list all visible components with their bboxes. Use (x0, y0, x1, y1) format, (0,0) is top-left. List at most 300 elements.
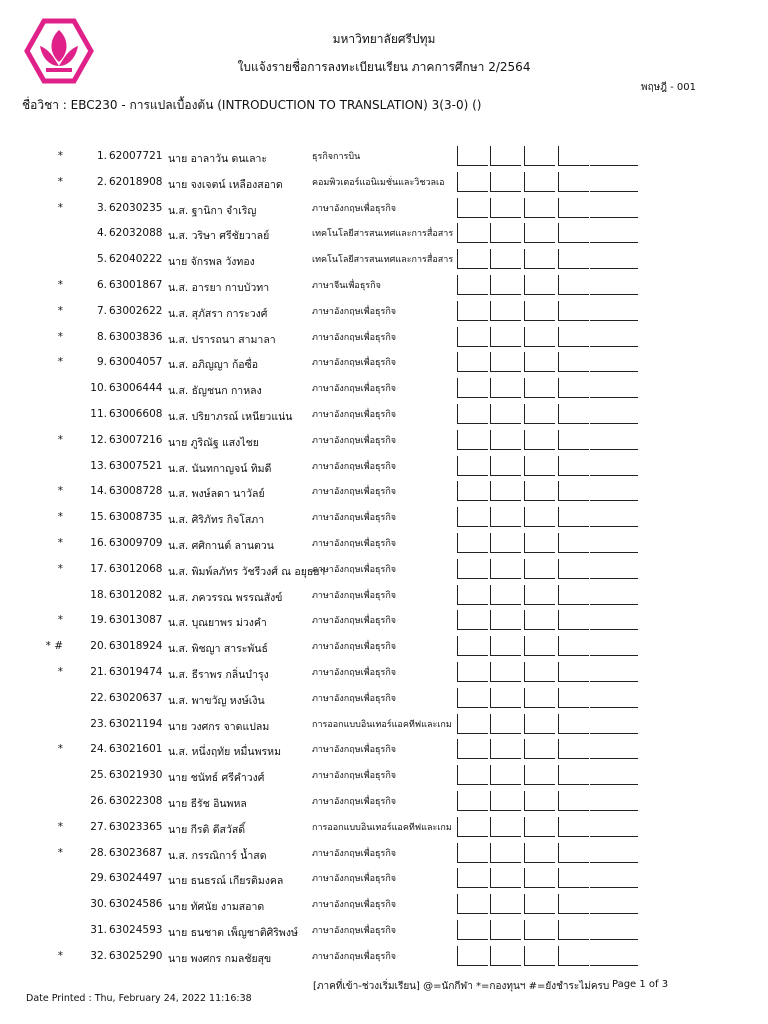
attendance-box (558, 688, 589, 708)
student-major: ภาษาอังกฤษเพื่อธุรกิจ (312, 771, 397, 782)
student-name: นาย ธนธรณ์ เกียรติมงคล (168, 875, 284, 888)
student-row (0, 865, 768, 891)
student-major: ภาษาอังกฤษเพื่อธุรกิจ (312, 925, 397, 936)
student-major: ภาษาอังกฤษเพื่อธุรกิจ (312, 332, 397, 343)
signature-line (590, 526, 638, 527)
attendance-box (558, 765, 589, 785)
attendance-box (457, 739, 488, 759)
attendance-box (457, 765, 488, 785)
signature-line (590, 475, 638, 476)
student-major: ภาษาอังกฤษเพื่อธุรกิจ (312, 384, 397, 395)
student-major: เทคโนโลยีสารสนเทศและการสื่อสาร (312, 255, 454, 266)
student-major: ธุรกิจการบิน (312, 152, 361, 162)
row-number: 17. (90, 562, 107, 575)
student-major: ภาษาอังกฤษเพื่อธุรกิจ (312, 461, 397, 472)
attendance-box (490, 378, 521, 398)
student-major: ภาษาอังกฤษเพื่อธุรกิจ (312, 796, 397, 807)
attendance-box (490, 585, 521, 605)
form-code: พฤษฎี - 001 (640, 82, 696, 93)
student-major: ภาษาอังกฤษเพื่อธุรกิจ (312, 900, 397, 911)
attendance-box (490, 352, 521, 372)
attendance-box (524, 688, 555, 708)
attendance-box (558, 146, 589, 166)
student-major: ภาษาอังกฤษเพื่อธุรกิจ (312, 745, 397, 756)
attendance-box (558, 920, 589, 940)
student-row (0, 401, 768, 427)
student-name: น.ส. กรรณิการ์ น้ำสด (168, 849, 267, 862)
row-mark: * (57, 433, 63, 446)
attendance-box (457, 559, 488, 579)
student-name: น.ส. ภควรรณ พรรณสังข์ (168, 591, 283, 604)
signature-line (590, 758, 638, 759)
student-row (0, 143, 768, 169)
attendance-box (558, 481, 589, 501)
row-mark: * # (45, 640, 63, 653)
student-major: ภาษาอังกฤษเพื่อธุรกิจ (312, 667, 397, 678)
attendance-box (558, 352, 589, 372)
student-major: ภาษาอังกฤษเพื่อธุรกิจ (312, 538, 397, 549)
student-id: 63024497 (109, 872, 163, 885)
attendance-box (524, 249, 555, 269)
signature-line (590, 397, 638, 398)
signature-line (590, 268, 638, 269)
student-id: 62018908 (109, 175, 163, 188)
student-name: น.ส. บุณยาพร ม่วงคำ (168, 617, 267, 630)
attendance-box (558, 172, 589, 192)
row-number: 31. (90, 923, 107, 936)
student-major: ภาษาอังกฤษเพื่อธุรกิจ (312, 874, 397, 885)
date-printed: Date Printed : Thu, February 24, 2022 11:16:38 (26, 993, 252, 1004)
attendance-box (490, 662, 521, 682)
signature-line (590, 500, 638, 501)
signature-line (590, 784, 638, 785)
attendance-box (558, 404, 589, 424)
student-id: 63020637 (109, 691, 163, 704)
student-name: นาย ทัศนัย งามสอาด (168, 901, 265, 914)
signature-line (590, 320, 638, 321)
student-row (0, 633, 768, 659)
student-row (0, 607, 768, 633)
row-mark: * (57, 201, 63, 214)
attendance-box (558, 559, 589, 579)
attendance-box (558, 843, 589, 863)
attendance-box (558, 275, 589, 295)
row-number: 5. (96, 253, 107, 266)
student-name: นาย ชนัทธ์ ศรีคำวงศ์ (168, 772, 265, 785)
attendance-box (457, 378, 488, 398)
student-row (0, 453, 768, 479)
attendance-box (490, 868, 521, 888)
attendance-box (457, 533, 488, 553)
row-mark: * (57, 846, 63, 859)
attendance-box (457, 249, 488, 269)
student-name: น.ส. ธีราพร กลิ่นบำรุง (168, 668, 269, 681)
row-mark: * (57, 278, 63, 291)
student-id: 62040222 (109, 253, 163, 266)
row-number: 26. (90, 794, 107, 807)
signature-line (590, 707, 638, 708)
attendance-box (524, 817, 555, 837)
attendance-box (457, 585, 488, 605)
student-name: น.ส. พาขวัญ หงษ์เงิน (168, 694, 265, 707)
student-name: นาย ธีรัช อินพหล (168, 797, 247, 810)
attendance-box (524, 146, 555, 166)
student-row (0, 685, 768, 711)
student-major: คอมพิวเตอร์แอนิเมชั่นและวิชวลเอ (312, 177, 445, 188)
student-id: 63022308 (109, 794, 163, 807)
attendance-box (558, 430, 589, 450)
student-row (0, 530, 768, 556)
signature-line (590, 165, 638, 166)
student-name: นาย พงศกร กมลชัยสุข (168, 952, 272, 965)
row-mark: * (57, 949, 63, 962)
student-major: ภาษาอังกฤษเพื่อธุรกิจ (312, 306, 397, 317)
student-name: น.ส. วริษา ศรีชัยวาลย์ (168, 230, 270, 243)
row-number: 30. (90, 898, 107, 911)
attendance-box (490, 507, 521, 527)
attendance-box (558, 868, 589, 888)
student-id: 63007216 (109, 433, 163, 446)
attendance-box (457, 327, 488, 347)
signature-line (590, 578, 638, 579)
signature-line (590, 862, 638, 863)
row-number: 1. (96, 150, 107, 162)
student-list (0, 143, 768, 969)
attendance-box (490, 920, 521, 940)
attendance-box (457, 430, 488, 450)
student-name: น.ส. ศศิกานต์ ลานตวน (168, 539, 274, 552)
row-number: 19. (90, 614, 107, 627)
student-name: น.ส. พิชญา สาระพันธ์ (168, 643, 268, 656)
student-major: ภาษาอังกฤษเพื่อธุรกิจ (312, 616, 397, 627)
attendance-box (558, 714, 589, 734)
signature-line (590, 242, 638, 243)
student-id: 63018924 (109, 640, 163, 653)
attendance-box (558, 894, 589, 914)
student-row (0, 840, 768, 866)
attendance-box (490, 765, 521, 785)
student-id: 63008728 (109, 485, 163, 498)
signature-line (590, 294, 638, 295)
attendance-box (490, 817, 521, 837)
student-id: 62007721 (109, 150, 163, 162)
student-id: 63021930 (109, 769, 163, 782)
signature-line (590, 913, 638, 914)
signature-line (590, 371, 638, 372)
attendance-box (490, 172, 521, 192)
row-mark: * (57, 743, 63, 756)
attendance-box (524, 223, 555, 243)
attendance-box (490, 636, 521, 656)
attendance-box (558, 946, 589, 966)
signature-line (590, 965, 638, 966)
student-row (0, 917, 768, 943)
student-major: ภาษาอังกฤษเพื่อธุรกิจ (312, 409, 397, 420)
student-id: 63003836 (109, 330, 163, 343)
signature-line (590, 810, 638, 811)
attendance-box (457, 481, 488, 501)
attendance-box (457, 946, 488, 966)
row-number: 9. (96, 356, 107, 369)
attendance-box (558, 791, 589, 811)
student-name: น.ส. ศิริภัทร กิจโสภา (168, 514, 265, 527)
attendance-box (457, 688, 488, 708)
student-row (0, 169, 768, 195)
student-id: 63008735 (109, 511, 163, 524)
footer-legend: [ภาคที่เข้า-ช่วงเริ่มเรียน] @=นักกีฬา *=กองทุนฯ #=ยังชำระไม่ครบ (313, 981, 610, 992)
attendance-box (524, 198, 555, 218)
attendance-box (457, 894, 488, 914)
row-mark: * (57, 820, 63, 833)
row-mark: * (57, 511, 63, 524)
attendance-box (457, 610, 488, 630)
attendance-box (558, 610, 589, 630)
row-number: 16. (90, 536, 107, 549)
student-name: น.ส. อภิญญา ก้อซื่อ (168, 359, 259, 372)
attendance-box (558, 223, 589, 243)
attendance-box (490, 456, 521, 476)
attendance-box (457, 404, 488, 424)
attendance-box (457, 662, 488, 682)
attendance-box (457, 223, 488, 243)
signature-line (590, 733, 638, 734)
attendance-box (490, 894, 521, 914)
student-major: ภาษาอังกฤษเพื่อธุรกิจ (312, 487, 397, 498)
signature-line (590, 887, 638, 888)
row-number: 24. (90, 743, 107, 756)
attendance-box (457, 636, 488, 656)
row-mark: * (57, 356, 63, 369)
row-number: 15. (90, 511, 107, 524)
attendance-box (558, 533, 589, 553)
attendance-box (524, 920, 555, 940)
student-id: 63012082 (109, 588, 163, 601)
student-name: น.ส. ปริยาภรณ์ เหนียวแน่น (168, 410, 293, 423)
attendance-box (490, 275, 521, 295)
row-number: 32. (90, 949, 107, 962)
attendance-box (558, 507, 589, 527)
student-id: 63019474 (109, 665, 163, 678)
student-major: ภาษาจีนเพื่อธุรกิจ (312, 280, 381, 291)
attendance-box (490, 946, 521, 966)
student-major: ภาษาอังกฤษเพื่อธุรกิจ (312, 951, 397, 962)
signature-line (590, 655, 638, 656)
row-number: 29. (90, 872, 107, 885)
attendance-box (558, 301, 589, 321)
attendance-box (490, 327, 521, 347)
attendance-box (457, 791, 488, 811)
student-row (0, 478, 768, 504)
student-major: ภาษาอังกฤษเพื่อธุรกิจ (312, 693, 397, 704)
attendance-box (457, 352, 488, 372)
student-id: 63013087 (109, 614, 163, 627)
student-name: น.ส. พงษ์ลดา นาวัลย์ (168, 488, 265, 501)
student-row (0, 891, 768, 917)
attendance-box (457, 456, 488, 476)
signature-line (590, 681, 638, 682)
row-number: 3. (96, 201, 107, 214)
attendance-box (490, 843, 521, 863)
attendance-box (490, 559, 521, 579)
row-mark: * (57, 175, 63, 188)
student-name: นาย ภูริณัฐ แสงไชย (168, 436, 259, 449)
attendance-box (490, 714, 521, 734)
attendance-box (558, 817, 589, 837)
student-id: 63024586 (109, 898, 163, 911)
attendance-box (490, 301, 521, 321)
attendance-box (490, 481, 521, 501)
attendance-box (524, 843, 555, 863)
attendance-box (457, 301, 488, 321)
student-id: 63006608 (109, 407, 163, 420)
student-id: 63006444 (109, 382, 163, 395)
student-row (0, 427, 768, 453)
row-number: 2. (96, 175, 107, 188)
row-number: 11. (90, 407, 107, 420)
row-number: 10. (90, 382, 107, 395)
row-number: 8. (96, 330, 107, 343)
signature-line (590, 939, 638, 940)
attendance-box (457, 920, 488, 940)
student-row (0, 298, 768, 324)
attendance-box (524, 301, 555, 321)
attendance-box (524, 894, 555, 914)
attendance-box (490, 533, 521, 553)
attendance-box (524, 739, 555, 759)
row-number: 13. (90, 459, 107, 472)
student-name: น.ส. สุภัสรา การะวงศ์ (168, 307, 268, 320)
document-title: ใบแจ้งรายชื่อการลงทะเบียนเรียน ภาคการศึกษา 2/2564 (237, 60, 531, 74)
student-row (0, 246, 768, 272)
attendance-box (490, 739, 521, 759)
row-number: 7. (96, 304, 107, 317)
student-row (0, 556, 768, 582)
attendance-box (524, 533, 555, 553)
page-number: Page 1 of 3 (612, 979, 669, 990)
attendance-box (490, 223, 521, 243)
student-id: 63009709 (109, 536, 163, 549)
student-name: นาย กีรติ ดีสวัสดิ์ (168, 823, 246, 836)
student-name: นาย อาลาวัน ดนเลาะ (168, 153, 268, 165)
row-number: 6. (96, 278, 107, 291)
student-id: 63023365 (109, 820, 163, 833)
attendance-box (524, 559, 555, 579)
student-id: 63021194 (109, 717, 163, 730)
attendance-box (457, 868, 488, 888)
attendance-box (558, 378, 589, 398)
row-number: 27. (90, 820, 107, 833)
row-mark: * (57, 665, 63, 678)
attendance-box (558, 249, 589, 269)
attendance-box (524, 662, 555, 682)
signature-line (590, 552, 638, 553)
student-row (0, 711, 768, 737)
row-number: 25. (90, 769, 107, 782)
student-row (0, 762, 768, 788)
row-mark: * (57, 304, 63, 317)
student-id: 63001867 (109, 278, 163, 291)
student-id: 63007521 (109, 459, 163, 472)
student-row (0, 324, 768, 350)
attendance-box (524, 430, 555, 450)
attendance-box (457, 843, 488, 863)
attendance-box (490, 146, 521, 166)
student-name: น.ส. ฐานิกา จำเริญ (168, 204, 257, 217)
attendance-box (524, 714, 555, 734)
row-mark: * (57, 562, 63, 575)
student-id: 63024593 (109, 923, 163, 936)
student-row (0, 943, 768, 969)
attendance-box (524, 791, 555, 811)
student-major: เทคโนโลยีสารสนเทศและการสื่อสาร (312, 229, 454, 240)
student-major: ภาษาอังกฤษเพื่อธุรกิจ (312, 203, 397, 214)
student-row (0, 788, 768, 814)
course-line: ชื่อวิชา : EBC230 - การแปลเบื้องต้น (INTRODUCTION TO TRANSLATION) 3(3-0) () (22, 98, 482, 112)
attendance-box (457, 172, 488, 192)
attendance-box (524, 868, 555, 888)
attendance-box (457, 817, 488, 837)
row-mark: * (57, 614, 63, 627)
student-name: น.ส. หนึ่งฤทัย หมื่นพรหม (168, 746, 282, 759)
student-row (0, 349, 768, 375)
signature-line (590, 604, 638, 605)
student-name: นาย จงเจตน์ เหลืองสอาด (168, 178, 283, 191)
attendance-box (457, 198, 488, 218)
student-name: นาย วงศกร จาดแปลม (168, 720, 270, 733)
attendance-box (558, 327, 589, 347)
attendance-box (490, 198, 521, 218)
student-name: น.ส. ธัญชนก กาหลง (168, 385, 262, 398)
student-id: 63012068 (109, 562, 163, 575)
signature-line (590, 217, 638, 218)
attendance-box (558, 198, 589, 218)
attendance-box (490, 610, 521, 630)
student-major: ภาษาอังกฤษเพื่อธุรกิจ (312, 358, 397, 369)
attendance-box (524, 327, 555, 347)
student-name: นาย ธนชาต เพ็ญชาติศิริพงษ์ (168, 926, 298, 939)
attendance-box (524, 275, 555, 295)
student-name: น.ส. พิมพ์ลภัทร วัชรีวงศ์ ณ อยุธยา (168, 565, 326, 578)
attendance-box (524, 352, 555, 372)
row-number: 18. (90, 588, 107, 601)
signature-line (590, 191, 638, 192)
attendance-box (490, 249, 521, 269)
row-number: 22. (90, 691, 107, 704)
attendance-box (524, 585, 555, 605)
row-mark: * (57, 150, 63, 162)
student-major: ภาษาอังกฤษเพื่อธุรกิจ (312, 590, 397, 601)
attendance-box (457, 275, 488, 295)
attendance-box (524, 507, 555, 527)
row-mark: * (57, 485, 63, 498)
attendance-box (524, 765, 555, 785)
student-name: น.ส. นันทกาญจน์ ทิมดี (168, 462, 272, 475)
student-major: ภาษาอังกฤษเพื่อธุรกิจ (312, 435, 397, 446)
student-row (0, 195, 768, 221)
row-number: 14. (90, 485, 107, 498)
attendance-box (524, 481, 555, 501)
student-major: ภาษาอังกฤษเพื่อธุรกิจ (312, 848, 397, 859)
attendance-box (524, 610, 555, 630)
institution-name: มหาวิทยาลัยศรีปทุม (332, 32, 436, 46)
student-major: การออกแบบอินเทอร์แอคทีฟและเกม (312, 822, 452, 833)
student-name: น.ส. ปรารถนา สามาลา (168, 333, 276, 346)
attendance-box (490, 404, 521, 424)
signature-line (590, 449, 638, 450)
row-number: 28. (90, 846, 107, 859)
student-row (0, 659, 768, 685)
student-id: 63025290 (109, 949, 163, 962)
